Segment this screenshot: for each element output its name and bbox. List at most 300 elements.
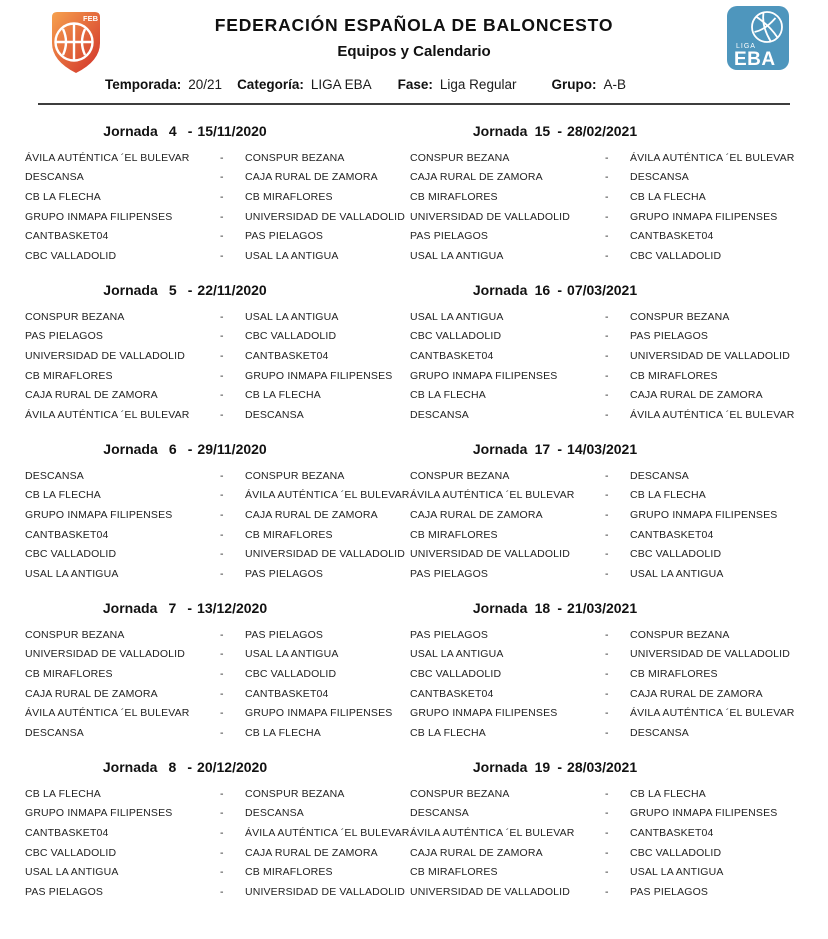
match-separator-dash: - (220, 330, 224, 343)
match-separator-dash: - (220, 567, 224, 580)
home-team: DESCANSA (25, 726, 84, 739)
home-team: DESCANSA (25, 171, 84, 184)
round-word: Jornada (472, 123, 528, 139)
match-separator-dash: - (220, 628, 224, 641)
round-number: 5 (168, 282, 177, 298)
match-separator-dash: - (605, 369, 609, 382)
round-number: 18 (534, 600, 551, 616)
round-separator: - (187, 123, 193, 139)
home-team: ÁVILA AUTÉNTICA ´EL BULEVAR (410, 826, 575, 839)
match-row (410, 544, 828, 564)
categoria-label: Categoría: (237, 77, 304, 92)
match-separator-dash: - (220, 508, 224, 521)
away-team: GRUPO INMAPA FILIPENSES (245, 369, 393, 382)
match-row (25, 366, 410, 386)
fase-label: Fase: (397, 77, 433, 92)
round-word: Jornada (472, 759, 528, 775)
round-heading (25, 282, 345, 302)
home-team: CANTBASKET04 (25, 230, 109, 243)
home-team: USAL LA ANTIGUA (25, 866, 119, 879)
match-separator-dash: - (220, 489, 224, 502)
match-separator-dash: - (605, 528, 609, 541)
match-separator-dash: - (220, 687, 224, 700)
match-row (25, 466, 410, 486)
match-separator-dash: - (605, 230, 609, 243)
away-team: DESCANSA (630, 726, 689, 739)
match-row (25, 664, 410, 684)
match-row (25, 843, 410, 863)
home-team: CAJA RURAL DE ZAMORA (25, 687, 158, 700)
home-team: CBC VALLADOLID (25, 548, 117, 561)
away-team: UNIVERSIDAD DE VALLADOLID (630, 648, 790, 661)
home-team: DESCANSA (410, 807, 469, 820)
match-row (25, 307, 410, 327)
meta-fase (398, 77, 517, 92)
match-separator-dash: - (605, 648, 609, 661)
round-number: 17 (534, 441, 551, 457)
away-team: ÁVILA AUTÉNTICA ´EL BULEVAR (630, 707, 795, 720)
feb-shield-icon (46, 9, 106, 77)
match-separator-dash: - (605, 548, 609, 561)
away-team: CAJA RURAL DE ZAMORA (245, 846, 378, 859)
feb-shield-logo (46, 9, 106, 82)
round-heading (25, 123, 345, 143)
match-separator-dash: - (605, 866, 609, 879)
away-team: CAJA RURAL DE ZAMORA (245, 508, 378, 521)
match-separator-dash: - (605, 508, 609, 521)
round-separator: - (557, 759, 563, 775)
round-date: 07/03/2021 (567, 282, 638, 298)
match-row (25, 823, 410, 843)
home-team: CONSPUR BEZANA (25, 310, 125, 323)
home-team: USAL LA ANTIGUA (410, 648, 504, 661)
away-team: CANTBASKET04 (630, 826, 714, 839)
round-separator: - (557, 123, 563, 139)
round-block (410, 123, 828, 282)
home-team: PAS PIELAGOS (410, 230, 489, 243)
away-team: UNIVERSIDAD DE VALLADOLID (245, 210, 405, 223)
home-team: USAL LA ANTIGUA (25, 567, 119, 580)
match-separator-dash: - (220, 826, 224, 839)
match-row (410, 804, 828, 824)
liga-eba-icon (727, 6, 789, 70)
away-team: DESCANSA (630, 469, 689, 482)
round-word: Jornada (103, 123, 158, 139)
away-team: CAJA RURAL DE ZAMORA (630, 687, 763, 700)
round-block (410, 600, 828, 759)
away-team: CB MIRAFLORES (245, 528, 333, 541)
away-team: CB LA FLECHA (630, 190, 706, 203)
away-team: ÁVILA AUTÉNTICA ´EL BULEVAR (245, 489, 410, 502)
match-separator-dash: - (220, 408, 224, 421)
home-team: UNIVERSIDAD DE VALLADOLID (410, 548, 570, 561)
match-row (25, 327, 410, 347)
match-row (25, 645, 410, 665)
home-team: CAJA RURAL DE ZAMORA (410, 171, 543, 184)
round-word: Jornada (103, 441, 158, 457)
round-block (0, 441, 410, 600)
away-team: CONSPUR BEZANA (630, 310, 730, 323)
match-separator-dash: - (605, 469, 609, 482)
match-row (410, 564, 828, 584)
away-team: PAS PIELAGOS (630, 885, 709, 898)
round-word: Jornada (102, 600, 158, 616)
home-team: USAL LA ANTIGUA (410, 249, 504, 262)
grupo-label: Grupo: (551, 77, 597, 92)
meta-temporada (105, 77, 222, 92)
match-row (410, 723, 828, 743)
home-team: CB MIRAFLORES (25, 667, 113, 680)
home-team: CONSPUR BEZANA (25, 628, 125, 641)
match-separator-dash: - (220, 667, 224, 680)
match-separator-dash: - (220, 171, 224, 184)
round-separator: - (557, 441, 563, 457)
away-team: USAL LA ANTIGUA (245, 310, 339, 323)
match-separator-dash: - (605, 389, 609, 402)
match-row (410, 664, 828, 684)
match-row (410, 327, 828, 347)
home-team: CB LA FLECHA (410, 389, 486, 402)
match-separator-dash: - (220, 369, 224, 382)
away-team: GRUPO INMAPA FILIPENSES (630, 807, 778, 820)
basketball-icon (56, 24, 93, 61)
match-row (410, 525, 828, 545)
match-separator-dash: - (605, 726, 609, 739)
match-separator-dash: - (605, 885, 609, 898)
match-separator-dash: - (605, 171, 609, 184)
eba-logo-liga-text: LIGA (736, 43, 756, 50)
match-separator-dash: - (220, 648, 224, 661)
round-heading (410, 441, 700, 461)
round-heading (410, 600, 700, 620)
home-team: PAS PIELAGOS (410, 628, 489, 641)
away-team: PAS PIELAGOS (245, 230, 324, 243)
match-list (25, 625, 410, 743)
home-team: CONSPUR BEZANA (410, 787, 510, 800)
match-list (410, 784, 828, 902)
round-word: Jornada (472, 282, 528, 298)
match-row (410, 346, 828, 366)
away-team: USAL LA ANTIGUA (245, 648, 339, 661)
round-heading (25, 759, 345, 779)
round-heading (410, 123, 700, 143)
away-team: CAJA RURAL DE ZAMORA (245, 171, 378, 184)
home-team: GRUPO INMAPA FILIPENSES (25, 210, 173, 223)
match-row (25, 385, 410, 405)
away-team: GRUPO INMAPA FILIPENSES (630, 508, 778, 521)
away-team: CB MIRAFLORES (245, 866, 333, 879)
match-separator-dash: - (605, 826, 609, 839)
home-team: DESCANSA (25, 469, 84, 482)
away-team: CB MIRAFLORES (245, 190, 333, 203)
away-team: CAJA RURAL DE ZAMORA (630, 389, 763, 402)
match-row (410, 148, 828, 168)
match-row (25, 405, 410, 425)
home-team: GRUPO INMAPA FILIPENSES (410, 707, 558, 720)
match-separator-dash: - (220, 866, 224, 879)
round-date: 20/12/2020 (197, 759, 268, 775)
away-team: UNIVERSIDAD DE VALLADOLID (245, 548, 405, 561)
round-date: 28/03/2021 (567, 759, 638, 775)
home-team: CBC VALLADOLID (25, 846, 117, 859)
away-team: CBC VALLADOLID (245, 667, 337, 680)
page-subtitle: Equipos y Calendario (337, 43, 491, 60)
match-list (25, 148, 410, 266)
match-list (25, 466, 410, 584)
match-separator-dash: - (605, 349, 609, 362)
home-team: PAS PIELAGOS (410, 567, 489, 580)
match-row (410, 366, 828, 386)
match-row (410, 684, 828, 704)
match-row (410, 843, 828, 863)
match-separator-dash: - (605, 787, 609, 800)
away-team: UNIVERSIDAD DE VALLADOLID (245, 885, 405, 898)
match-separator-dash: - (605, 707, 609, 720)
match-separator-dash: - (220, 885, 224, 898)
away-team: USAL LA ANTIGUA (245, 249, 339, 262)
round-heading (410, 759, 700, 779)
match-row (25, 187, 410, 207)
round-number: 8 (168, 759, 177, 775)
fase-value: Liga Regular (439, 77, 517, 92)
match-separator-dash: - (220, 210, 224, 223)
round-word: Jornada (103, 282, 158, 298)
match-row (410, 466, 828, 486)
match-row (25, 882, 410, 902)
match-row (410, 703, 828, 723)
match-row (25, 168, 410, 188)
match-list (410, 625, 828, 743)
match-separator-dash: - (220, 846, 224, 859)
away-team: ÁVILA AUTÉNTICA ´EL BULEVAR (630, 151, 795, 164)
match-row (410, 405, 828, 425)
match-list (410, 466, 828, 584)
away-team: CB LA FLECHA (245, 726, 321, 739)
match-separator-dash: - (220, 249, 224, 262)
home-team: PAS PIELAGOS (25, 330, 104, 343)
match-separator-dash: - (605, 687, 609, 700)
match-separator-dash: - (220, 349, 224, 362)
round-separator: - (187, 759, 193, 775)
match-row (410, 486, 828, 506)
match-separator-dash: - (220, 389, 224, 402)
round-number: 6 (168, 441, 177, 457)
away-team: CBC VALLADOLID (630, 249, 722, 262)
round-separator: - (187, 600, 193, 616)
home-team: CANTBASKET04 (25, 826, 109, 839)
liga-eba-logo (727, 6, 789, 75)
home-team: GRUPO INMAPA FILIPENSES (25, 807, 173, 820)
home-team: CAJA RURAL DE ZAMORA (25, 389, 158, 402)
home-team: UNIVERSIDAD DE VALLADOLID (410, 885, 570, 898)
round-block (410, 282, 828, 441)
away-team: PAS PIELAGOS (245, 628, 324, 641)
rounds-grid (0, 123, 828, 918)
round-block (0, 600, 410, 759)
match-row (410, 784, 828, 804)
away-team: CB LA FLECHA (630, 489, 706, 502)
round-date: 22/11/2020 (197, 282, 267, 298)
match-separator-dash: - (605, 408, 609, 421)
home-team: UNIVERSIDAD DE VALLADOLID (25, 349, 185, 362)
match-separator-dash: - (605, 151, 609, 164)
match-list (25, 784, 410, 902)
season-meta-row (0, 77, 828, 92)
round-date: 14/03/2021 (567, 441, 638, 457)
match-separator-dash: - (220, 726, 224, 739)
away-team: DESCANSA (245, 408, 304, 421)
round-heading (410, 282, 700, 302)
match-row (410, 307, 828, 327)
match-row (25, 703, 410, 723)
round-number: 4 (168, 123, 177, 139)
away-team: CONSPUR BEZANA (630, 628, 730, 641)
away-team: GRUPO INMAPA FILIPENSES (245, 707, 393, 720)
match-separator-dash: - (605, 190, 609, 203)
home-team: ÁVILA AUTÉNTICA ´EL BULEVAR (410, 489, 575, 502)
match-separator-dash: - (605, 567, 609, 580)
page-title: FEDERACIÓN ESPAÑOLA DE BALONCESTO (214, 15, 614, 35)
round-separator: - (187, 441, 193, 457)
match-separator-dash: - (220, 310, 224, 323)
home-team: UNIVERSIDAD DE VALLADOLID (25, 648, 185, 661)
home-team: GRUPO INMAPA FILIPENSES (410, 369, 558, 382)
home-team: USAL LA ANTIGUA (410, 310, 504, 323)
round-number: 15 (534, 123, 551, 139)
round-heading (25, 441, 345, 461)
round-separator: - (557, 600, 563, 616)
home-team: CBC VALLADOLID (410, 667, 502, 680)
meta-categoria (237, 77, 372, 92)
home-team: CAJA RURAL DE ZAMORA (410, 508, 543, 521)
match-row (25, 784, 410, 804)
match-separator-dash: - (220, 807, 224, 820)
match-row (410, 187, 828, 207)
match-row (410, 246, 828, 266)
match-separator-dash: - (220, 469, 224, 482)
away-team: CANTBASKET04 (245, 349, 329, 362)
round-separator: - (187, 282, 193, 298)
match-separator-dash: - (605, 667, 609, 680)
match-list (410, 307, 828, 425)
home-team: CB MIRAFLORES (410, 866, 498, 879)
match-row (25, 525, 410, 545)
home-team: CB LA FLECHA (410, 726, 486, 739)
away-team: CONSPUR BEZANA (245, 151, 345, 164)
home-team: CB LA FLECHA (25, 787, 101, 800)
round-date: 28/02/2021 (567, 123, 638, 139)
round-number: 19 (534, 759, 551, 775)
match-row (25, 246, 410, 266)
meta-grupo (551, 77, 626, 92)
home-team: CB MIRAFLORES (410, 528, 498, 541)
round-block (410, 759, 828, 918)
away-team: USAL LA ANTIGUA (630, 866, 724, 879)
match-separator-dash: - (605, 210, 609, 223)
home-team: ÁVILA AUTÉNTICA ´EL BULEVAR (25, 408, 190, 421)
match-separator-dash: - (220, 151, 224, 164)
match-row (410, 207, 828, 227)
home-team: CB LA FLECHA (25, 489, 101, 502)
match-separator-dash: - (605, 310, 609, 323)
match-row (410, 823, 828, 843)
match-row (25, 625, 410, 645)
match-row (25, 684, 410, 704)
round-date: 13/12/2020 (197, 600, 268, 616)
home-team: CAJA RURAL DE ZAMORA (410, 846, 543, 859)
home-team: CONSPUR BEZANA (410, 151, 510, 164)
away-team: CANTBASKET04 (245, 687, 329, 700)
away-team: PAS PIELAGOS (630, 330, 709, 343)
away-team: PAS PIELAGOS (245, 567, 324, 580)
round-date: 29/11/2020 (197, 441, 267, 457)
away-team: CBC VALLADOLID (630, 548, 722, 561)
match-row (410, 505, 828, 525)
match-row (410, 625, 828, 645)
match-list (25, 307, 410, 425)
round-separator: - (557, 282, 563, 298)
grupo-value: A-B (603, 77, 626, 92)
home-team: PAS PIELAGOS (25, 885, 104, 898)
away-team: CB LA FLECHA (630, 787, 706, 800)
home-team: CBC VALLADOLID (410, 330, 502, 343)
away-team: CB MIRAFLORES (630, 667, 718, 680)
home-team: CONSPUR BEZANA (410, 469, 510, 482)
away-team: USAL LA ANTIGUA (630, 567, 724, 580)
home-team: CANTBASKET04 (25, 528, 109, 541)
round-block (0, 759, 410, 918)
home-team: CANTBASKET04 (410, 687, 494, 700)
match-separator-dash: - (605, 846, 609, 859)
home-team: ÁVILA AUTÉNTICA ´EL BULEVAR (25, 151, 190, 164)
home-team: CB LA FLECHA (25, 190, 101, 203)
round-block (410, 441, 828, 600)
home-team: UNIVERSIDAD DE VALLADOLID (410, 210, 570, 223)
away-team: ÁVILA AUTÉNTICA ´EL BULEVAR (630, 408, 795, 421)
away-team: CANTBASKET04 (630, 528, 714, 541)
match-separator-dash: - (605, 489, 609, 502)
round-number: 7 (168, 600, 177, 616)
match-row (25, 804, 410, 824)
away-team: CB LA FLECHA (245, 389, 321, 402)
match-row (25, 723, 410, 743)
match-separator-dash: - (220, 548, 224, 561)
home-team: CB MIRAFLORES (25, 369, 113, 382)
feb-logo-text: FEB (83, 14, 98, 23)
away-team: DESCANSA (630, 171, 689, 184)
home-team: CBC VALLADOLID (25, 249, 117, 262)
home-team: CB MIRAFLORES (410, 190, 498, 203)
match-row (410, 645, 828, 665)
away-team: DESCANSA (245, 807, 304, 820)
match-row (410, 168, 828, 188)
categoria-value: LIGA EBA (310, 77, 372, 92)
away-team: CB MIRAFLORES (630, 369, 718, 382)
match-row (25, 207, 410, 227)
header-divider (38, 103, 790, 105)
match-row (410, 882, 828, 902)
round-word: Jornada (102, 759, 158, 775)
away-team: CONSPUR BEZANA (245, 469, 345, 482)
away-team: CONSPUR BEZANA (245, 787, 345, 800)
home-team: ÁVILA AUTÉNTICA ´EL BULEVAR (25, 707, 190, 720)
home-team: DESCANSA (410, 408, 469, 421)
round-date: 21/03/2021 (567, 600, 638, 616)
away-team: ÁVILA AUTÉNTICA ´EL BULEVAR (245, 826, 410, 839)
home-team: CANTBASKET04 (410, 349, 494, 362)
away-team: UNIVERSIDAD DE VALLADOLID (630, 349, 790, 362)
match-separator-dash: - (220, 230, 224, 243)
